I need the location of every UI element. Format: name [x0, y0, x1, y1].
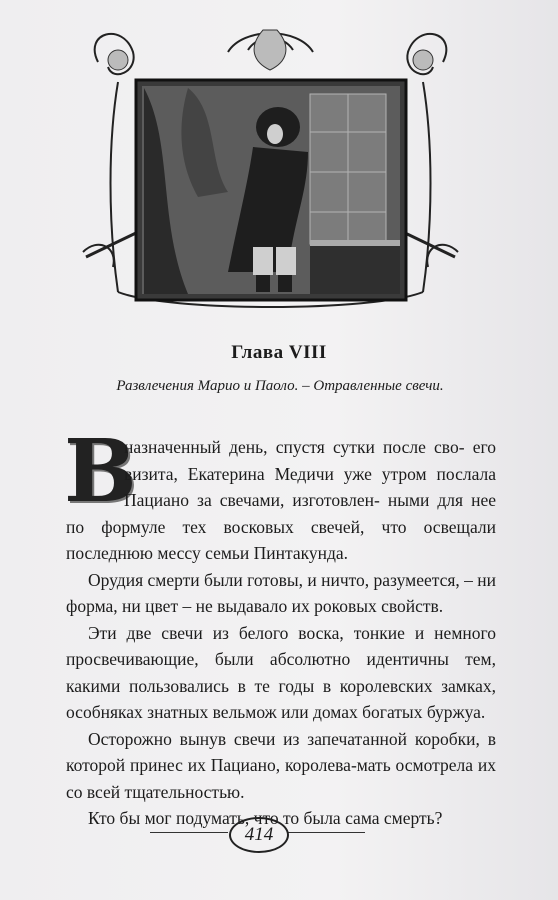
- p1-line-5: освещали последнюю мессу семьи Пинтакунда.: [66, 516, 496, 563]
- p1-line-3: послала Пациано за свечами, изготовлен-: [124, 463, 497, 510]
- p1-line-1: назначенный день, спустя сутки после сво-: [124, 437, 465, 457]
- paragraph-1: [64, 421, 497, 567]
- paragraph-5: Кто бы мог подумать, что то была сама смерть?: [88, 808, 443, 828]
- page-number: 414: [229, 817, 289, 853]
- page-number-rule-left: [150, 832, 228, 833]
- chapter-title: Глава VIII: [231, 342, 327, 363]
- chapter-illustration: [78, 22, 463, 320]
- paragraph-4: Осторожно вынув свечи из запечатанной коробки, в которой принес их Пациано, королева-мать осмотрела их со всей тщательностью.: [66, 728, 496, 802]
- paragraph-3: Эти две свечи из белого воска, тонкие и немного просвечивающие, были абсолютно идентичны тем, какими пользовались в те годы в королевских замках, особняках знатных вельмож или домах богатых буржуа.: [66, 622, 496, 722]
- drop-cap-letter: В: [64, 421, 137, 522]
- chapter-body: [64, 421, 497, 832]
- p1-line-4: ными для нее по формуле тех восковых свечей, что: [66, 490, 496, 537]
- page-number-rule-right: [287, 832, 365, 833]
- chapter-subtitle: Развлечения Марио и Паоло. – Отравленные свечи.: [116, 378, 444, 394]
- p1-line-2: его визита, Екатерина Медичи уже утром: [124, 437, 496, 484]
- paragraph-2: Орудия смерти были готовы, и ничто, разумеется, – ни форма, ни цвет – не выдавало их роковых свойств.: [66, 569, 497, 616]
